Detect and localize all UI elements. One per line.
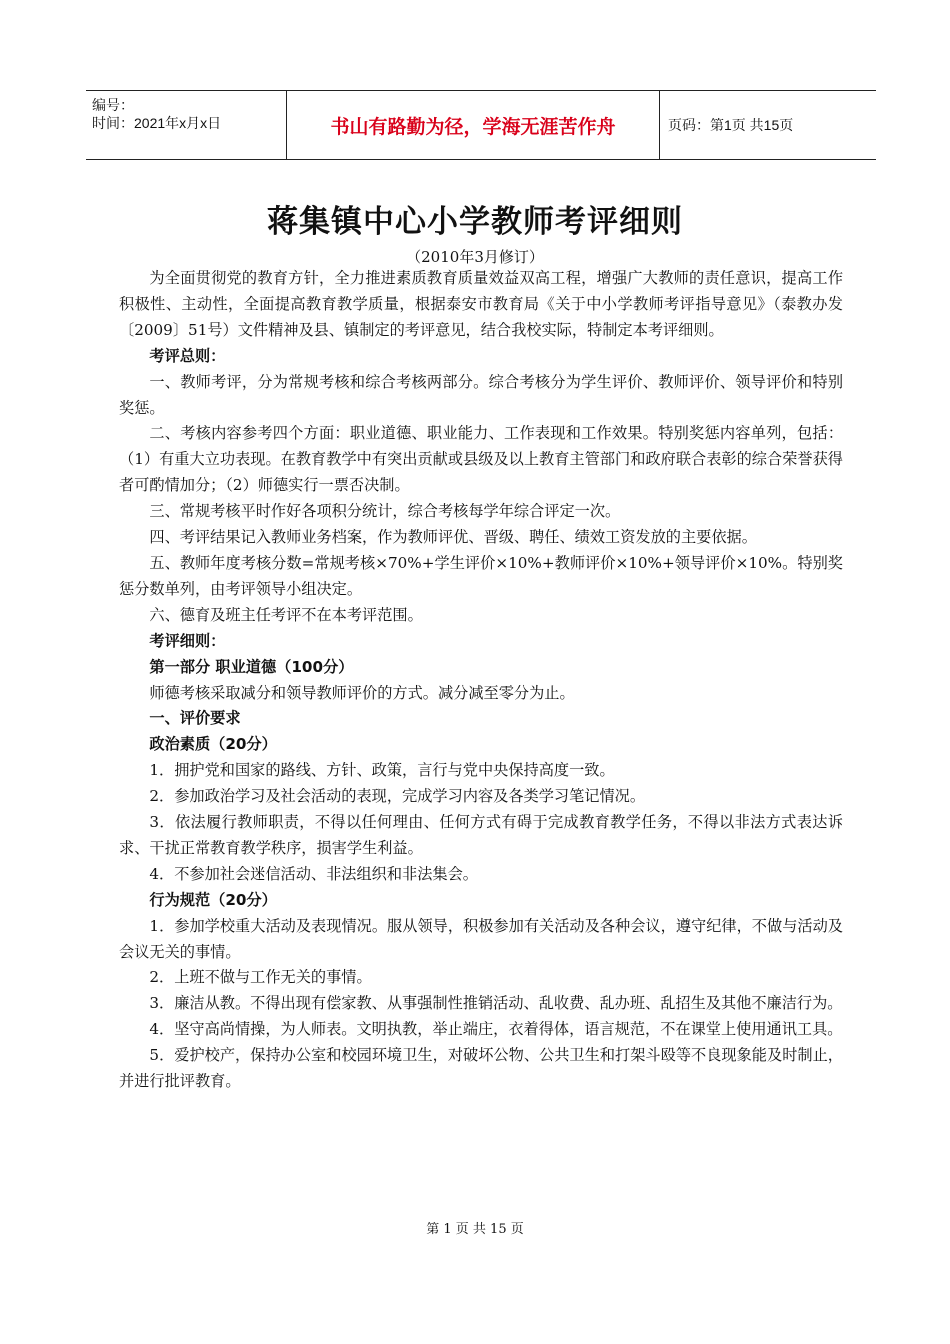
- paragraph: 一、教师考评，分为常规考核和综合考核两部分。综合考核分为学生评价、教师评价、领导评价和特别奖惩。: [119, 372, 843, 417]
- subsection-heading: 一、评价要求: [149, 709, 241, 728]
- document-title: 蒋集镇中心小学教师考评细则: [267, 204, 683, 240]
- list-item: 3．依法履行教师职责，不得以任何理由、任何方式有碍于完成教育教学任务，不得以非法方式表达诉求、干扰正常教育教学秩序，损害学生利益。: [119, 813, 843, 857]
- intro-paragraph: 为全面贯彻党的教育方针，全力推进素质教育质量效益双高工程，增强广大教师的责任意识，提高工作积极性、主动性，全面提高教育教学质量，根据泰安市教育局《关于中小学教师考评指导意见》（泰教办发〔2009〕51号）文件精神及县、镇制定的考评意见，结合我校实际，特制定本考评细则。: [119, 269, 843, 339]
- paragraph: 师德考核采取减分和领导教师评价的方式。减分减至零分为止。: [149, 683, 575, 702]
- header-meta: [86, 91, 286, 159]
- list-item: 4．坚守高尚情操，为人师表。文明执教，举止端庄，衣着得体，语言规范，不在课堂上使用通讯工具。: [149, 1020, 843, 1039]
- paragraph: 三、常规考核平时作好各项积分统计，综合考核每学年综合评定一次。: [149, 502, 621, 521]
- list-item: 5．爱护校产，保持办公室和校园环境卫生，对破坏公物、公共卫生和打架斗殴等不良现象能及时制止，并进行批评教育。: [119, 1046, 843, 1091]
- part-heading: 第一部分 职业道德（100分）: [149, 657, 354, 676]
- list-item: 4．不参加社会迷信活动、非法组织和非法集会。: [149, 864, 478, 883]
- list-item: 2．参加政治学习及社会活动的表现，完成学习内容及各类学习笔记情况。: [149, 787, 646, 806]
- number-label: 编号：: [92, 97, 134, 113]
- list-item: 3．廉洁从教。不得出现有偿家教、从事强制性推销活动、乱收费、乱办班、乱招生及其他不廉洁行为。: [149, 994, 843, 1013]
- subsection-heading: 政治素质（20分）: [149, 735, 277, 754]
- header-motto: 书山有路勤为径，学海无涯苦作舟: [286, 91, 660, 159]
- paragraph: 六、德育及班主任考评不在本考评范围。: [149, 605, 423, 624]
- section-heading: 考评总则：: [149, 346, 226, 365]
- paragraph: 四、考评结果记入教师业务档案，作为教师评优、晋级、聘任、绩效工资发放的主要依据。: [149, 528, 757, 547]
- subsection-heading: 行为规范（20分）: [149, 890, 277, 909]
- paragraph: 五、教师年度考核分数=常规考核×70%+学生评价×10%+教师评价×10%+领导评价×10%。特别奖惩分数单列，由考评领导小组决定。: [119, 553, 843, 598]
- header-page-info: 页码：第1页 共15页: [668, 117, 794, 133]
- page-footer: 第 1 页 共 15 页: [426, 1222, 524, 1237]
- paragraph: 二、考核内容参考四个方面：职业道德、职业能力、工作表现和工作效果。特别奖惩内容单列，包括：（1）有重大立功表现。在教育教学中有突出贡献或县级及以上教育主管部门和政府联合表彰的综合荣誉获得者可酌情加分；（2）师德实行一票否决制。: [119, 424, 843, 495]
- list-item: 1．参加学校重大活动及表现情况。服从领导，积极参加有关活动及各种会议，遵守纪律，不做与活动及会议无关的事情。: [119, 916, 843, 961]
- list-item: 1．拥护党和国家的路线、方针、政策，言行与党中央保持高度一致。: [149, 761, 615, 780]
- document-body: [119, 266, 843, 1095]
- time-label: 时间：2021年x月x日: [92, 115, 222, 131]
- document-subtitle: （2010年3月修订）: [406, 248, 544, 266]
- section-heading: 考评细则：: [149, 631, 226, 650]
- document-header: [86, 90, 876, 160]
- list-item: 2．上班不做与工作无关的事情。: [149, 968, 372, 987]
